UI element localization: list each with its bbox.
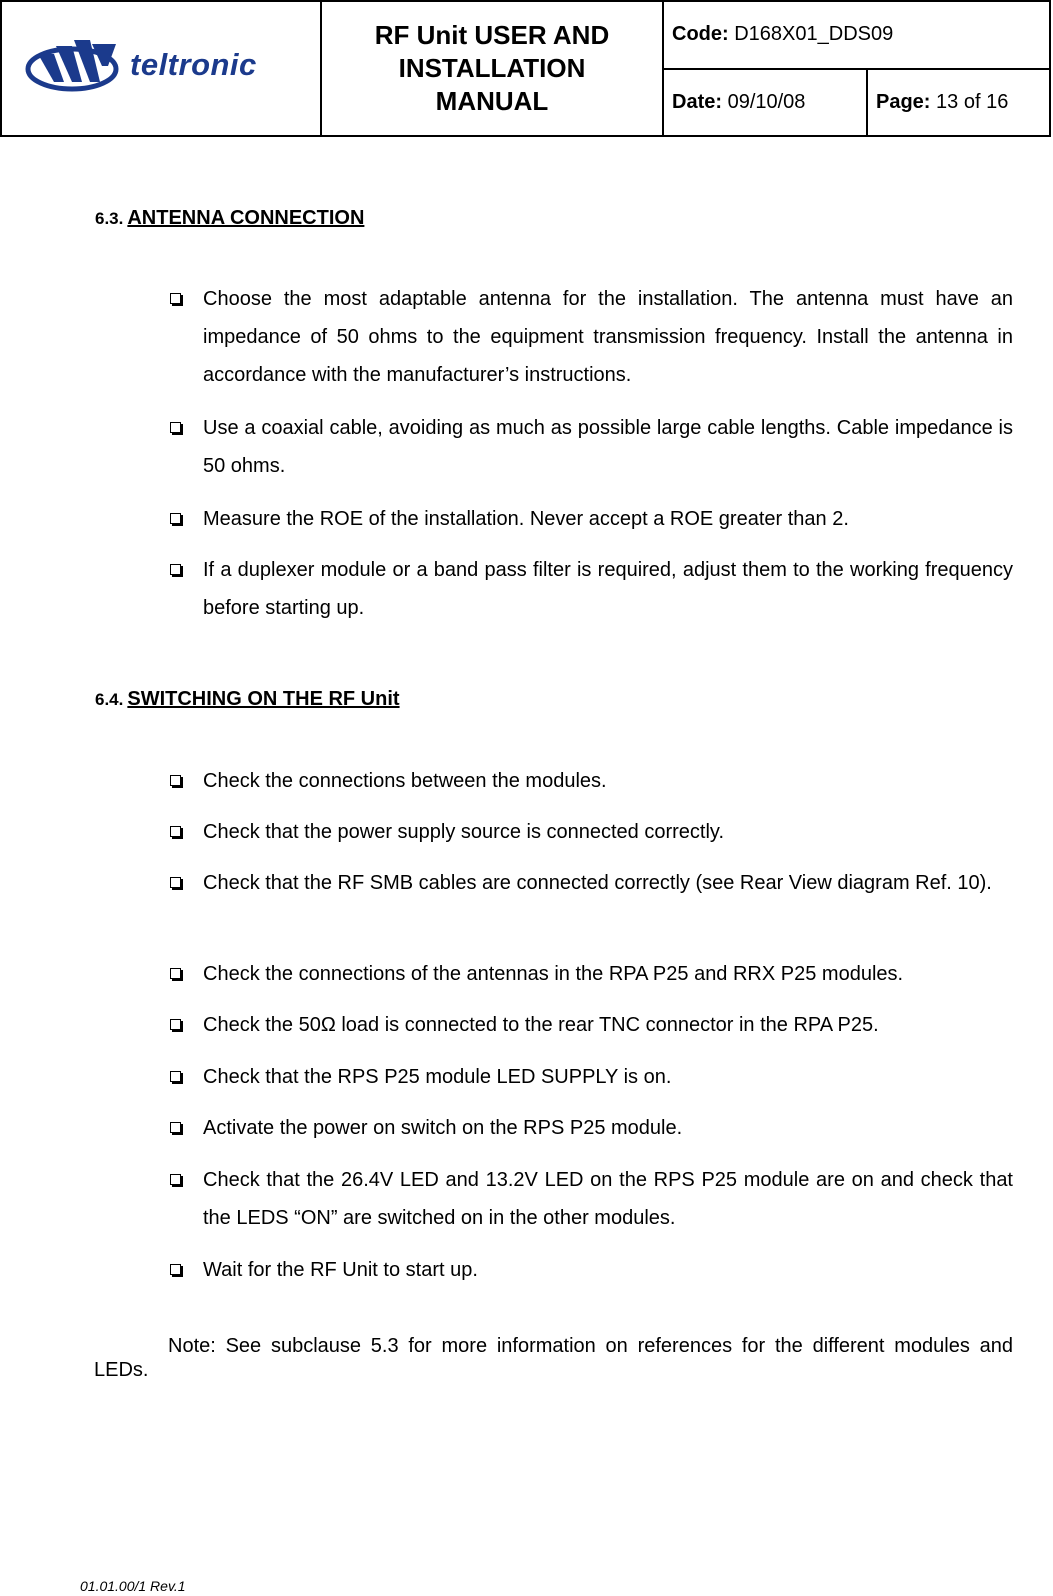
list-item [203,1109,1013,1147]
checkbox-bullet-icon [170,826,181,837]
date-value: 09/10/08 [727,90,806,113]
document-title [321,1,663,136]
footer-revision: 01.01.00/1 Rev.1 [80,1578,186,1594]
list-item-text: Activate the power on switch on the RPS P25 module. [203,1117,683,1139]
list-item [203,955,1013,993]
checkbox-bullet-icon [170,1174,181,1185]
section-title: ANTENNA CONNECTION [127,207,365,229]
checkbox-bullet-icon [170,513,181,524]
page-value: 13 of 16 [936,90,1009,113]
title-line-2: INSTALLATION [398,53,586,83]
checkbox-bullet-icon [170,877,181,888]
section-heading-6-4 [95,688,400,711]
checkbox-bullet-icon [170,1122,181,1133]
list-item-text: Choose the most adaptable antenna for the installation. The antenna must have an impedance of 50 ohms to the equipment transmission frequency. Install the antenna in accordance with the manufacturer’s instructions. [203,288,1013,386]
list-item [203,1006,1013,1044]
list-item [203,1161,1013,1237]
page-label: Page: [876,90,931,113]
list-item-text: Check that the RPS P25 module LED SUPPLY is on. [203,1066,672,1088]
list-item [203,409,1013,485]
note-paragraph: Note: See subclause 5.3 for more information on references for the different modules and LEDs. [94,1335,1013,1381]
list-item [203,500,1013,538]
date-label: Date: [672,90,723,113]
list-item-text: If a duplexer module or a band pass filter is required, adjust them to the working frequency before starting up. [203,559,1013,619]
teltronic-logo [24,36,257,94]
list-item [203,1058,1013,1096]
list-item-text: Check the connections between the modules. [203,770,607,792]
teltronic-logo-icon [24,36,124,94]
list-item-text: Measure the ROE of the installation. Never accept a ROE greater than 2. [203,508,849,530]
section-number: 6.4. [95,690,124,709]
checkbox-bullet-icon [170,293,181,304]
checkbox-bullet-icon [170,422,181,433]
list-item-text: Check that the 26.4V LED and 13.2V LED on the RPS P25 module are on and check that the LEDS “ON” are switched on in the other modules. [203,1169,1013,1229]
list-item [203,551,1013,627]
logo-text: teltronic [130,47,257,82]
checkbox-bullet-icon [170,564,181,575]
section-number: 6.3. [95,209,124,228]
list-item-text: Check that the RF SMB cables are connected correctly (see Rear View diagram Ref. 10). [203,872,992,894]
date-cell [663,69,867,137]
checkbox-bullet-icon [170,775,181,786]
checkbox-bullet-icon [170,1071,181,1082]
list-item-text: Check the connections of the antennas in the RPA P25 and RRX P25 modules. [203,963,904,985]
code-value: D168X01_DDS09 [734,23,894,46]
list-item [203,762,1013,800]
title-line-3: MANUAL [435,86,549,116]
list-item-text: Use a coaxial cable, avoiding as much as possible large cable lengths. Cable impedance is 50 ohms. [203,417,1013,477]
code-cell [663,1,1050,69]
list-item [203,813,1013,851]
list-item [203,1251,1013,1289]
section-title: SWITCHING ON THE RF Unit [127,688,400,710]
list-item [203,864,1013,902]
section-heading-6-3 [95,207,364,230]
logo-cell [1,1,321,136]
list-item-text: Check that the power supply source is connected correctly. [203,821,724,843]
checkbox-bullet-icon [170,968,181,979]
code-label: Code: [672,23,729,46]
checkbox-bullet-icon [170,1019,181,1030]
list-item [203,280,1013,394]
checkbox-bullet-icon [170,1264,181,1275]
document-header [0,0,1051,137]
list-item-text: Wait for the RF Unit to start up. [203,1259,478,1281]
page-cell [867,69,1050,137]
title-line-1: RF Unit USER AND [374,20,610,50]
list-item-text: Check the 50Ω load is connected to the rear TNC connector in the RPA P25. [203,1014,879,1036]
